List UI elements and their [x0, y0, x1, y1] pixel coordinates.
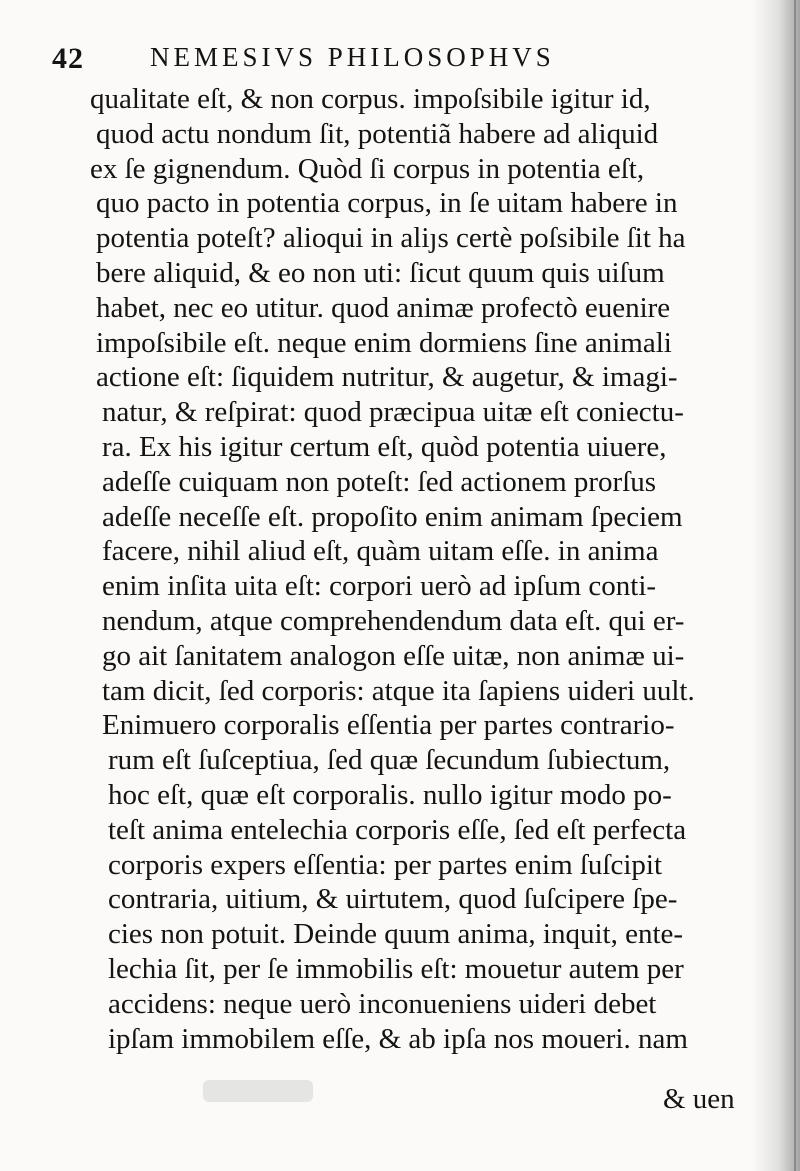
page-edge-line: [794, 0, 796, 1171]
text-line-27: accidens: neque uerò inconueniens uideri debet: [108, 987, 657, 1020]
text-line-25: cies non potuit. Deinde quum anima, inquit, ente-: [108, 918, 684, 951]
running-head: NEMESIVS PHILOSOPHVS: [150, 42, 555, 72]
text-line-16: nendum, atque comprehendendum data eſt. qui er-: [102, 604, 685, 637]
text-line-1: qualitate eſt, & non corpus. impoſsibile igitur id,: [90, 83, 651, 115]
text-line-2: quod actu nondum ſit, potentiã habere ad aliquid: [96, 117, 659, 150]
text-line-18: tam dicit, ſed corporis: atque ita ſapiens uideri uult.: [102, 674, 695, 707]
text-line-8: impoſsibile eſt. neque enim dormiens ſine animali: [96, 326, 672, 359]
body-text: [90, 82, 770, 1056]
text-line-24: contraria, uitium, & uirtutem, quod ſuſcipere ſpe-: [108, 883, 678, 916]
text-line-3: ex ſe gignendum. Quòd ſi corpus in potentia eſt,: [90, 152, 645, 185]
show-through-mark: [203, 1080, 313, 1102]
text-line-4: quo pacto in potentia corpus, in ſe uitam habere in: [96, 187, 678, 220]
page-header: [40, 34, 760, 78]
text-line-10: natur, & reſpirat: quod præcipua uitæ eſt coniectu-: [102, 396, 684, 429]
text-line-21: hoc eſt, quæ eſt corporalis. nullo igitur modo po-: [108, 778, 672, 811]
text-line-22: teſt anima entelechia corporis eſſe, ſed eſt perfecta: [108, 813, 687, 846]
text-line-6: bere aliquid, & eo non uti: ſicut quum quis uiſum: [96, 256, 665, 289]
text-line-11: ra. Ex his igitur certum eſt, quòd potentia uiuere,: [102, 430, 667, 463]
text-line-14: facere, nihil aliud eſt, quàm uitam eſſe. in anima: [102, 535, 659, 568]
text-line-5: potentia poteſt? alioqui in aliȷs certè poſsibile ſit ha: [96, 222, 686, 255]
text-line-12: adeſſe cuiquam non poteſt: ſed actionem prorſus: [102, 465, 657, 498]
text-line-15: enim inſita uita eſt: corpori uerò ad ipſum conti-: [102, 570, 657, 603]
text-line-28: ipſam immobilem eſſe, & ab ipſa nos moueri. nam: [108, 1022, 688, 1055]
text-line-19: Enimuero corporalis eſſentia per partes contrario-: [102, 709, 675, 742]
page-number: 42: [52, 42, 84, 75]
text-line-17: go ait ſanitatem analogon eſſe uitæ, non animæ ui-: [102, 639, 685, 672]
text-line-7: habet, nec eo utitur. quod animæ profectò euenire: [96, 291, 671, 324]
text-line-13: adeſſe neceſſe eſt. propoſito enim animam ſpeciem: [102, 500, 683, 533]
text-line-20: rum eſt ſuſceptiua, ſed quæ ſecundum ſubiectum,: [108, 744, 671, 777]
catchword: & uen: [663, 1083, 735, 1115]
text-line-23: corporis expers eſſentia: per partes enim ſuſcipit: [108, 848, 663, 881]
text-line-9: actione eſt: ſiquidem nutritur, & augetur, & imagi-: [96, 361, 678, 394]
text-line-26: lechia ſit, per ſe immobilis eſt: mouetur autem per: [108, 952, 684, 985]
